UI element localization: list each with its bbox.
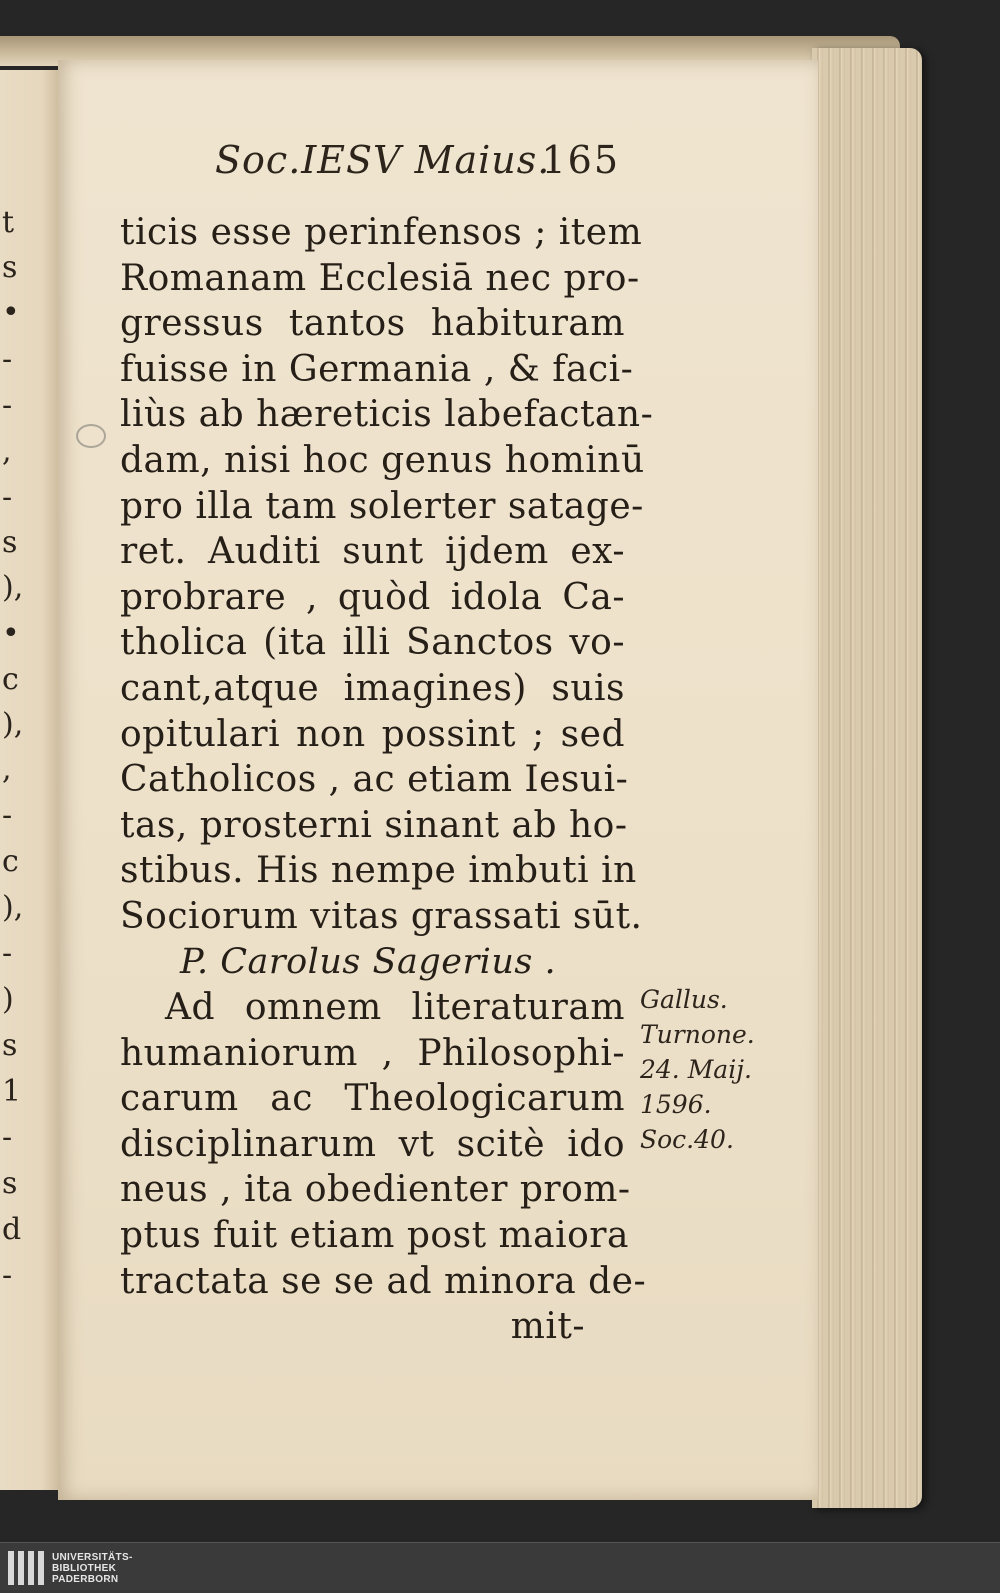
text-line: ticis esse perinfensos ; item bbox=[120, 212, 643, 253]
left-page-fragment: s bbox=[2, 525, 18, 560]
page-number: 165 bbox=[541, 138, 620, 182]
text-line: ptus fuit etiam post maiora bbox=[120, 1215, 629, 1257]
text-line: dam, nisi hoc genus hominū bbox=[120, 439, 645, 481]
logo-line: UNIVERSITÄTS- bbox=[52, 1551, 133, 1563]
text-line: humaniorum , Philosophi- bbox=[120, 1032, 625, 1074]
text-line: Romanam Ecclesiā nec pro- bbox=[120, 257, 640, 299]
left-page-fragment: - bbox=[2, 1258, 13, 1293]
text-line: carum ac Theologicarum bbox=[120, 1078, 625, 1120]
left-page-fragment: - bbox=[2, 1120, 13, 1155]
text-line: fuisse in Germania , & faci- bbox=[120, 348, 634, 390]
margin-note-line: Gallus. bbox=[640, 985, 728, 1014]
text-line: pro illa tam solerter satage- bbox=[120, 485, 644, 527]
margin-note bbox=[640, 982, 780, 1157]
footer-bar bbox=[0, 1542, 1000, 1593]
text-line: tas, prosterni sinant ab ho- bbox=[120, 804, 628, 846]
section-subheading: P. Carolus Sagerius . bbox=[180, 941, 557, 982]
page-edges bbox=[812, 48, 922, 1508]
left-page-fragment: t bbox=[2, 205, 15, 240]
left-page-fragment: - bbox=[2, 936, 13, 971]
left-page-fragment: - bbox=[2, 342, 13, 377]
left-page-fragment: d bbox=[2, 1212, 22, 1247]
left-page-fragment: ), bbox=[2, 570, 24, 605]
left-page-fragment: • bbox=[2, 295, 20, 330]
left-page-fragment: c bbox=[2, 844, 19, 879]
text-line: probrare , quòd idola Ca- bbox=[120, 576, 625, 618]
left-page-fragment: - bbox=[2, 480, 13, 515]
left-page bbox=[0, 70, 62, 1490]
text-line: Sociorum vitas grassati sūt. bbox=[120, 895, 643, 937]
left-page-fragment: ), bbox=[2, 890, 24, 925]
text-line: opitulari non possint ; sed bbox=[120, 713, 625, 755]
running-header bbox=[215, 138, 630, 190]
logo-bars-icon bbox=[8, 1551, 44, 1585]
text-line: ret. Auditi sunt ijdem ex- bbox=[120, 531, 625, 573]
pencil-mark bbox=[76, 424, 106, 448]
left-page-fragment: , bbox=[2, 752, 12, 787]
left-page-fragment: ) bbox=[2, 982, 14, 1017]
left-page-fragment: - bbox=[2, 798, 13, 833]
text-line: gressus tantos habituram bbox=[120, 303, 625, 345]
left-page-fragment: 1 bbox=[2, 1074, 22, 1109]
text-line: neus , ita obedienter prom- bbox=[120, 1169, 631, 1211]
library-name bbox=[52, 1552, 133, 1585]
text-line: cant,atque imagines) suis bbox=[120, 667, 625, 709]
text-line: liùs ab hæreticis labefactan- bbox=[120, 394, 654, 436]
left-page-fragment: c bbox=[2, 662, 19, 697]
left-page-fragment: , bbox=[2, 434, 12, 469]
left-page-fragment: s bbox=[2, 1166, 18, 1201]
library-logo[interactable] bbox=[8, 1551, 133, 1585]
margin-note-line: Soc.40. bbox=[640, 1125, 734, 1154]
text-line: disciplinarum vt scitè ido bbox=[120, 1123, 625, 1165]
logo-line: PADERBORN bbox=[52, 1573, 119, 1585]
catchword: mit- bbox=[510, 1306, 585, 1348]
text-line: stibus. His nempe imbuti in bbox=[120, 850, 637, 892]
left-page-fragment: ), bbox=[2, 707, 24, 742]
left-page-fragment: - bbox=[2, 388, 13, 423]
text-line: tholica (ita illi Sanctos vo- bbox=[120, 622, 625, 664]
text-line: Catholicos , ac etiam Iesui- bbox=[120, 759, 629, 801]
margin-note-line: 24. Maij. bbox=[640, 1055, 752, 1084]
left-page-fragment: s bbox=[2, 1028, 18, 1063]
text-line: tractata se se ad minora de- bbox=[120, 1260, 647, 1302]
margin-note-line: 1596. bbox=[640, 1090, 712, 1119]
text-block bbox=[120, 210, 654, 1350]
margin-note-line: Turnone. bbox=[640, 1020, 755, 1049]
left-page-fragment: • bbox=[2, 616, 20, 651]
left-page-fragment: s bbox=[2, 250, 18, 285]
running-title: Soc.IESV Maius. bbox=[215, 138, 551, 182]
logo-line: BIBLIOTHEK bbox=[52, 1562, 117, 1574]
text-line: Ad omnem literaturam bbox=[165, 987, 625, 1029]
